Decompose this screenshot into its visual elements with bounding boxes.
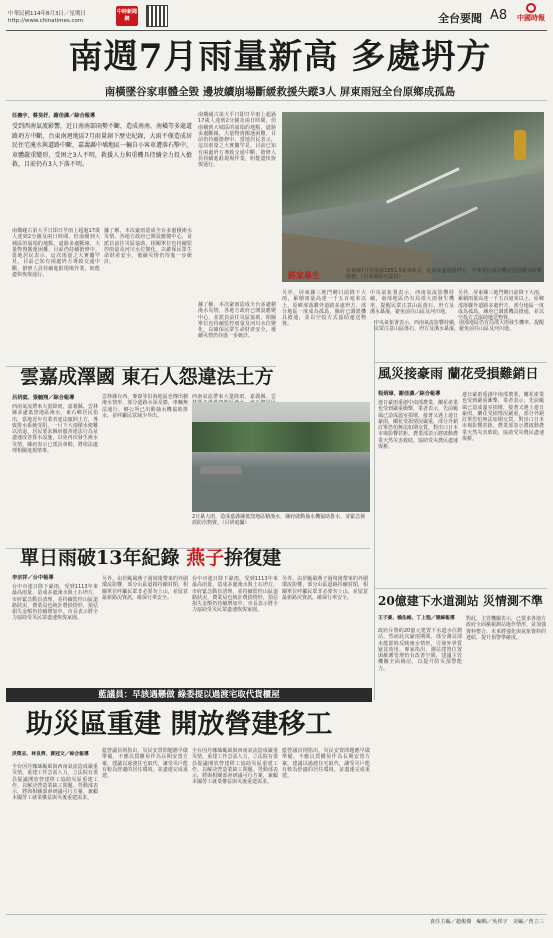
article2-col3: 西南氣流帶來大量降雨，嘉義縣、雲 — [192, 394, 276, 400]
photo-person — [514, 130, 526, 160]
bottom-col4: 藍營議員則指出，災民安置問題應早做準備，不應以貨櫃屋作為長期安置方案，建議以過渡住宅取代，讓受災戶能有較為舒適的居住環境，並盡速完成重建。 — [282, 748, 370, 780]
main-subhead: 南橫墜谷家車體全毀 邊坡續崩場斷緩救援失蹤3人 屏東雨冠全台原鄉成孤島 — [104, 86, 456, 98]
article4-col2: 連日豪雨重創中南部農業，蘭花產業也受到嚴重衝擊，業者表示，先前颱風已造成溫室損壞，接著又遇上連日豪雨，蘭花受損情況嚴重，部分外銷訂單恐怕無法如期交貨，對出口日本市場影響甚鉅。農業部表示將啟動農業天然災害救助，協助受災農民盡速復耕。 — [462, 392, 544, 443]
photo-flood — [192, 474, 370, 512]
masthead-url: http://www.chinatimes.com — [8, 18, 84, 24]
page-number: A8 — [490, 8, 508, 23]
article3-col4: 另外，由於颱風燕子過境後帶來的外圍環流影響，部分山區道路持續封閉，相關單位呼籲民眾非必要勿上山，並留意最新路況資訊，確保行車安全。 — [282, 576, 368, 601]
article5-col2: 對此，主管機關表示，已要求各地方政府全面檢視測站運作情形，並加強資料整合，未來將強化與氣象資料的連結，提升預警準確度。 — [466, 616, 547, 641]
article2-photo — [192, 402, 370, 512]
masthead-date: 中華民國114年8月3日／星期日 — [8, 11, 86, 17]
brand-logo-text: 中國時報 — [517, 13, 545, 22]
main-byline: 任義宇、蔡旻妤、謝佳潾／綜合報導 — [12, 113, 96, 119]
bottom-headline: 助災區重建 開放營建移工 — [26, 709, 333, 740]
article4-headline: 風災接豪雨 蘭花受損難銷日 — [378, 367, 539, 382]
lead-box — [12, 112, 192, 224]
main-body-col1: 南橫碰古第大平日即日早雨上超過17歲人達到2分鐘及兩日時間，但南橫到大城區的崩塌的地點，道路多處斷線，大量物資搬運困難，目前仍持續搶修中。當地居民表示，這次雨量之大實屬罕見，目前已知有兩處坍方導致交通中斷，搶修人員持續進駐現場作業，盼能盡快恢復通行。 — [12, 228, 100, 279]
qr-code-icon — [146, 5, 168, 27]
bottom-col1: 全台因丹娜絲颱風與西南氣流造成嚴重災情，重建工作急需人力，立法院有委員提議開放營建移工協助災區重建工作，以解決營造業缺工問題。勞動部表示，將與相關部會研議可行方案，兼顧本國勞工就業權益與災後重建需求。 — [12, 764, 98, 802]
article2-col2: 雲林縣台西、麥寮等沿海地區也傳出積淹水情形，部分道路水深及膝，車輛無法通行，鄉公所已出動抽水機協助排水，並呼籲民眾減少外出。 — [102, 394, 188, 419]
article3-headline-highlight: 燕子 — [186, 547, 225, 569]
masthead — [0, 0, 553, 30]
bottom-banner — [6, 688, 372, 702]
main-body-col3: 南橫碰古第大平日即日早雨上超過17歲人達到2分鐘及兩日時間，但南橫到大城區的崩塌的地點，道路多處斷線，大量物資搬運困難，目前仍持續搶修中。當地居民表示，這次雨量之大實屬罕見，目前已知有兩處坍方導致交通中斷，搶修人員持續進駐現場作業，盼能盡快恢復通行。 — [198, 112, 276, 169]
section-name: 全台要聞 — [438, 12, 482, 25]
article5-col1: 政府斥資約20億元建置下水道水位測站，然而此次豪雨期間，部分測站卻未能即時反映淹水情形，引發外界質疑其效用。專家指出，測站建置位置與維護管理仍有改善空間，建議主管機關全面檢討，以提升防災預警能力。 — [378, 628, 462, 672]
main-body-col6: 中央氣象署表示，西南氣流影響持續，南部地區仍有局部大雨發生機率，提醒民眾注意山區落石、坍方及溪水暴漲，避免前往山區及河川地。 — [370, 290, 454, 315]
article2-col1: 西南氣流帶來大量降雨，嘉義縣、雲林縣多處低窪地區淹水，東石鄉居民指出，當地近年有業者違法傾倒土方，導致排水系統受阻，一旦下大雨積水便難以消退，居民要求縣府徹查違法行為並盡速改善排水設施，以免再次發生淹水災情。縣府表示已派員會勘，將依法處理相關違規情事。 — [12, 404, 98, 455]
main-body-col4: 據了解，本次豪雨造成全台多處積淹水災情，各地方政府已開設應變中心，並派員前往災區協助，相關單位也持續監控雨量及河川水位變化，以確保民眾生命財產安全，後續災情仍待進一步統計。 — [198, 302, 276, 340]
main-body-col2: 據了解，本次豪雨造成全台多處積淹水災情，各地方政府已開設應變中心，並派員前往災區協助，相關單位也持續監控雨量及河川水位變化，以確保民眾生命財產安全，後續災情仍待進一步統計。 — [104, 228, 192, 266]
article4-col1: 連日豪雨重創中南部農業，蘭花產業也受到嚴重衝擊，業者表示，先前颱風已造成溫室損壞，接著又遇上連日豪雨，蘭花受損情況嚴重，部分外銷訂單恐怕無法如期交貨，對出口日本市場影響甚鉅。農業部表示將啟動農業天然災害救助，協助受災農民盡速復耕。 — [378, 400, 459, 451]
main-body-col5: 另外，屏東縣三地門鄉日前降下大雨，累積雨量高達一千五百毫米以上，原鄉部落聯外道路多處坍方，部分地區一度成為孤島，縣府已調派機具搶通，並以空投方式協助運送物資。 — [282, 290, 366, 328]
article3-col1: 台中市連日降下豪雨，受到1113年來最高雨量，造成多處淹水與土石坍方，市府緊急動員清理，並持續監控山區道路狀況，農業局也統計農損情形，預估損失金額仍持續增加中。市長表示將全力協助受災民眾盡速恢復家園。 — [12, 584, 98, 622]
article3-headline — [20, 545, 350, 571]
small-logo: 中時新聞網 — [116, 6, 138, 26]
main-headline: 南週7月雨量新高 多處坍方 — [68, 37, 492, 77]
photo-trees — [192, 422, 370, 452]
brand-logo — [516, 3, 546, 29]
main-photo — [282, 112, 544, 280]
article3-headline-text: 單日雨破13年紀錄 燕子拚復建 — [20, 547, 282, 569]
article3-byline: 李宗祥／台中報導 — [12, 575, 54, 581]
article3-col2: 另外，由於颱風燕子過境後帶來的外圍環流影響，部分山區道路持續封閉，相關單位呼籲民眾非必要勿上山，並留意最新路況資訊，確保行車安全。 — [102, 576, 188, 601]
main-photo-label: 路家暴生 — [288, 271, 320, 280]
main-photo-caption: 台東縣7月雨量創1851.5毫米新高，造成多處道路坍方，中華電信成功機房也因積水影響服務。（台東縣政府提供） — [346, 268, 542, 281]
footer-credits: 責任主編／趙俊傑 編輯／吳邦宇 美編／曾立三 — [429, 919, 544, 925]
article3-col3: 台中市連日降下豪雨，受到1113年來最高雨量，造成多處淹水與土石坍方，市府緊急動員清理，並持續監控山區道路狀況，農業局也統計農損情形，預估損失金額仍持續增加中。市長表示將全力協助受災民眾盡速恢復家園。 — [192, 576, 278, 614]
article2-caption: 2日暴大雨，造成嘉義縣低窪地區積淹水，縣府啟動抽水機協助排水，並緊急發放防汛物資。（呂妍庭攝） — [192, 514, 366, 527]
main-lead: 受到西南氣流影響，近日南南部雨勢不斷，造成南南、南橫等多處道路坍方中斷，台東南迴地區7月雨量創下歷史紀錄，大雨不僅造成居民住宅淹水與道路中斷，嘉義縣中埔地區一輛自小客車遭落石擊中，車體嚴重變形，受困之3人不明，救援人力與重機具持續全力投入搶救，目前仍有3人下落不明。 — [12, 123, 193, 169]
right-top-text: 中央氣象署表示，西南氣流影響持續，南部地區仍有局部大雨發生機率，提醒民眾注意山區落石、坍方及溪水暴漲，避免前往山區及河川地。 — [374, 320, 545, 333]
bottom-banner-text: 藍議員：早該遇懸做 綠委提以過渡宅取代貨櫃屋 — [98, 690, 280, 700]
article2-headline: 雲嘉成澤國 東石人怨違法土方 — [20, 366, 274, 388]
bottom-byline: 洪榮志、林良齊、黃冠文／綜合報導 — [12, 752, 89, 757]
bottom-col3: 全台因丹娜絲颱風與西南氣流造成嚴重災情，重建工作急需人力，立法院有委員提議開放營建移工協助災區重建工作，以解決營造業缺工問題。勞動部表示，將與相關部會研議可行方案，兼顧本國勞工就業權益與災後重建需求。 — [192, 748, 278, 786]
article5-byline: 王子豪、賴佑維、丁上程／連線報導 — [378, 616, 455, 621]
article5-headline: 20億建下水道測站 災情測不準 — [378, 594, 543, 608]
main-body-col7: 另外，屏東縣三地門鄉日前降下大雨，累積雨量高達一千五百毫米以上，原鄉部落聯外道路多處坍方，部分地區一度成為孤島，縣府已調派機具搶通，並以空投方式協助運送物資。 — [458, 290, 544, 322]
bottom-col2: 藍營議員則指出，災民安置問題應早做準備，不應以貨櫃屋作為長期安置方案，建議以過渡住宅取代，讓受災戶能有較為舒適的居住環境，並盡速完成重建。 — [102, 748, 188, 780]
article2-byline: 呂妍庭、張毓翔／綜合報導 — [12, 395, 75, 401]
article4-byline: 程炳璋、謝佳潾／綜合報導 — [378, 391, 441, 397]
brand-logo-mark — [526, 3, 536, 13]
